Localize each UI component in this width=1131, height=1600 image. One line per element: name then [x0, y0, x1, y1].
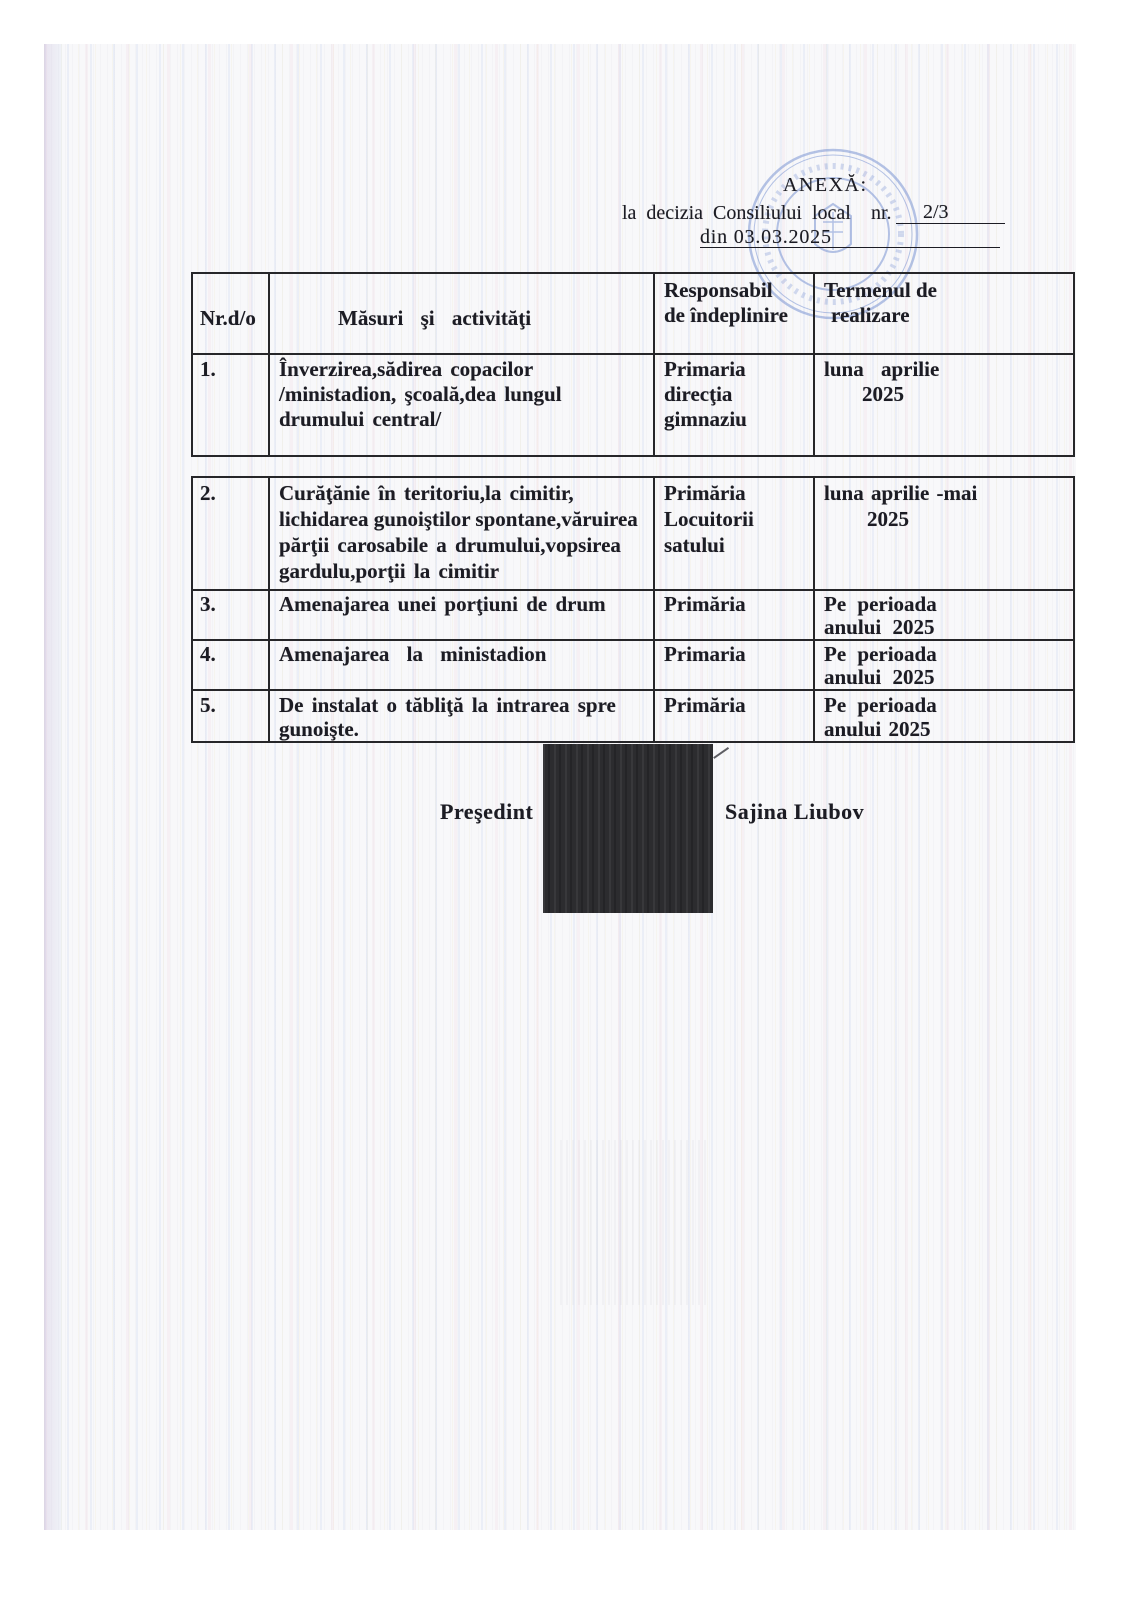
responsible-line: Primăria [664, 693, 746, 717]
responsible-cell [654, 477, 814, 590]
header-deadline-line: realizare [831, 303, 910, 327]
table-row [192, 590, 1074, 640]
header-responsible [654, 273, 814, 354]
redacted-signature-box [543, 744, 713, 913]
measure-line: gardulu,porţii la cimitir [279, 559, 500, 583]
header-deadline [814, 273, 1074, 354]
measure-cell [269, 640, 654, 690]
measure-line: părţii carosabile a drumului,vopsirea [279, 533, 621, 557]
deadline-line: Pe perioada [824, 592, 937, 616]
responsible-line: Primăria [664, 481, 746, 505]
row-number: 1. [192, 354, 269, 456]
deadline-cell [814, 690, 1074, 742]
measure-cell [269, 354, 654, 456]
deadline-line: luna aprilie [824, 357, 940, 381]
deadline-line: anului 2025 [824, 615, 935, 639]
deadline-line: luna aprilie -mai [824, 481, 978, 505]
deadline-line: Pe perioada [824, 642, 937, 666]
measure-line: Amenajarea la ministadion [279, 642, 547, 666]
header-deadline-line: Termenul de [824, 278, 937, 302]
table-row [192, 690, 1074, 742]
signature-role: Preşedint [440, 799, 534, 824]
measure-cell [269, 590, 654, 640]
responsible-line: gimnaziu [664, 407, 747, 431]
measure-line: Curăţănie în teritoriu,la cimitir, [279, 481, 574, 505]
header-responsible-line: Responsabil [664, 278, 773, 302]
row-number: 2. [192, 477, 269, 590]
header-responsible-line: de îndeplinire [664, 303, 788, 327]
measure-line: drumului central/ [279, 407, 442, 431]
deadline-line: anului 2025 [824, 717, 931, 741]
measure-line: gunoişte. [279, 717, 359, 741]
header-measures: Măsuri şi activităţi [269, 273, 654, 354]
signature-name: Sajina Liubov [725, 799, 865, 824]
decision-number-label: nr. [871, 202, 892, 224]
responsible-cell [654, 590, 814, 640]
decision-date: din 03.03.2025 [700, 227, 1000, 248]
measure-line: lichidarea gunoiştilor spontane,văruirea [279, 507, 638, 531]
deadline-line: Pe perioada [824, 693, 937, 717]
deadline-cell [814, 354, 1074, 456]
measure-line: /ministadion, şcoală,dea lungul [279, 382, 562, 406]
decision-number: 2/3 [896, 201, 1005, 224]
responsible-line: satului [664, 533, 725, 557]
responsible-line: Primaria [664, 642, 746, 666]
responsible-line: Primaria [664, 357, 746, 381]
measure-line: De instalat o tăbliţă la intrarea spre [279, 693, 616, 717]
measure-line: Amenajarea unei porţiuni de drum [279, 592, 606, 616]
scan-edge-strip [44, 44, 62, 1530]
measures-table-part-2 [191, 476, 1075, 743]
measure-cell [269, 690, 654, 742]
deadline-line: anului 2025 [824, 665, 935, 689]
header-nr: Nr.d/o [192, 273, 269, 354]
annex-title: ANEXĂ: [783, 174, 868, 196]
responsible-cell [654, 690, 814, 742]
deadline-line: 2025 [862, 382, 904, 406]
scan-artifact [560, 1140, 710, 1305]
decision-text: la decizia Consiliului local [622, 202, 851, 224]
table-header-row [192, 273, 1074, 354]
responsible-line: Locuitorii [664, 507, 754, 531]
measure-line: Înverzirea,sădirea copacilor [279, 357, 534, 381]
measures-table-part-1 [191, 272, 1075, 457]
responsible-cell [654, 640, 814, 690]
deadline-cell [814, 590, 1074, 640]
responsible-line: direcţia [664, 382, 733, 406]
deadline-cell [814, 477, 1074, 590]
row-number: 3. [192, 590, 269, 640]
table-row [192, 354, 1074, 456]
table-row [192, 640, 1074, 690]
measure-cell [269, 477, 654, 590]
row-number: 5. [192, 690, 269, 742]
row-number: 4. [192, 640, 269, 690]
deadline-cell [814, 640, 1074, 690]
table-row [192, 477, 1074, 590]
responsible-line: Primăria [664, 592, 746, 616]
responsible-cell [654, 354, 814, 456]
deadline-line: 2025 [867, 507, 909, 531]
